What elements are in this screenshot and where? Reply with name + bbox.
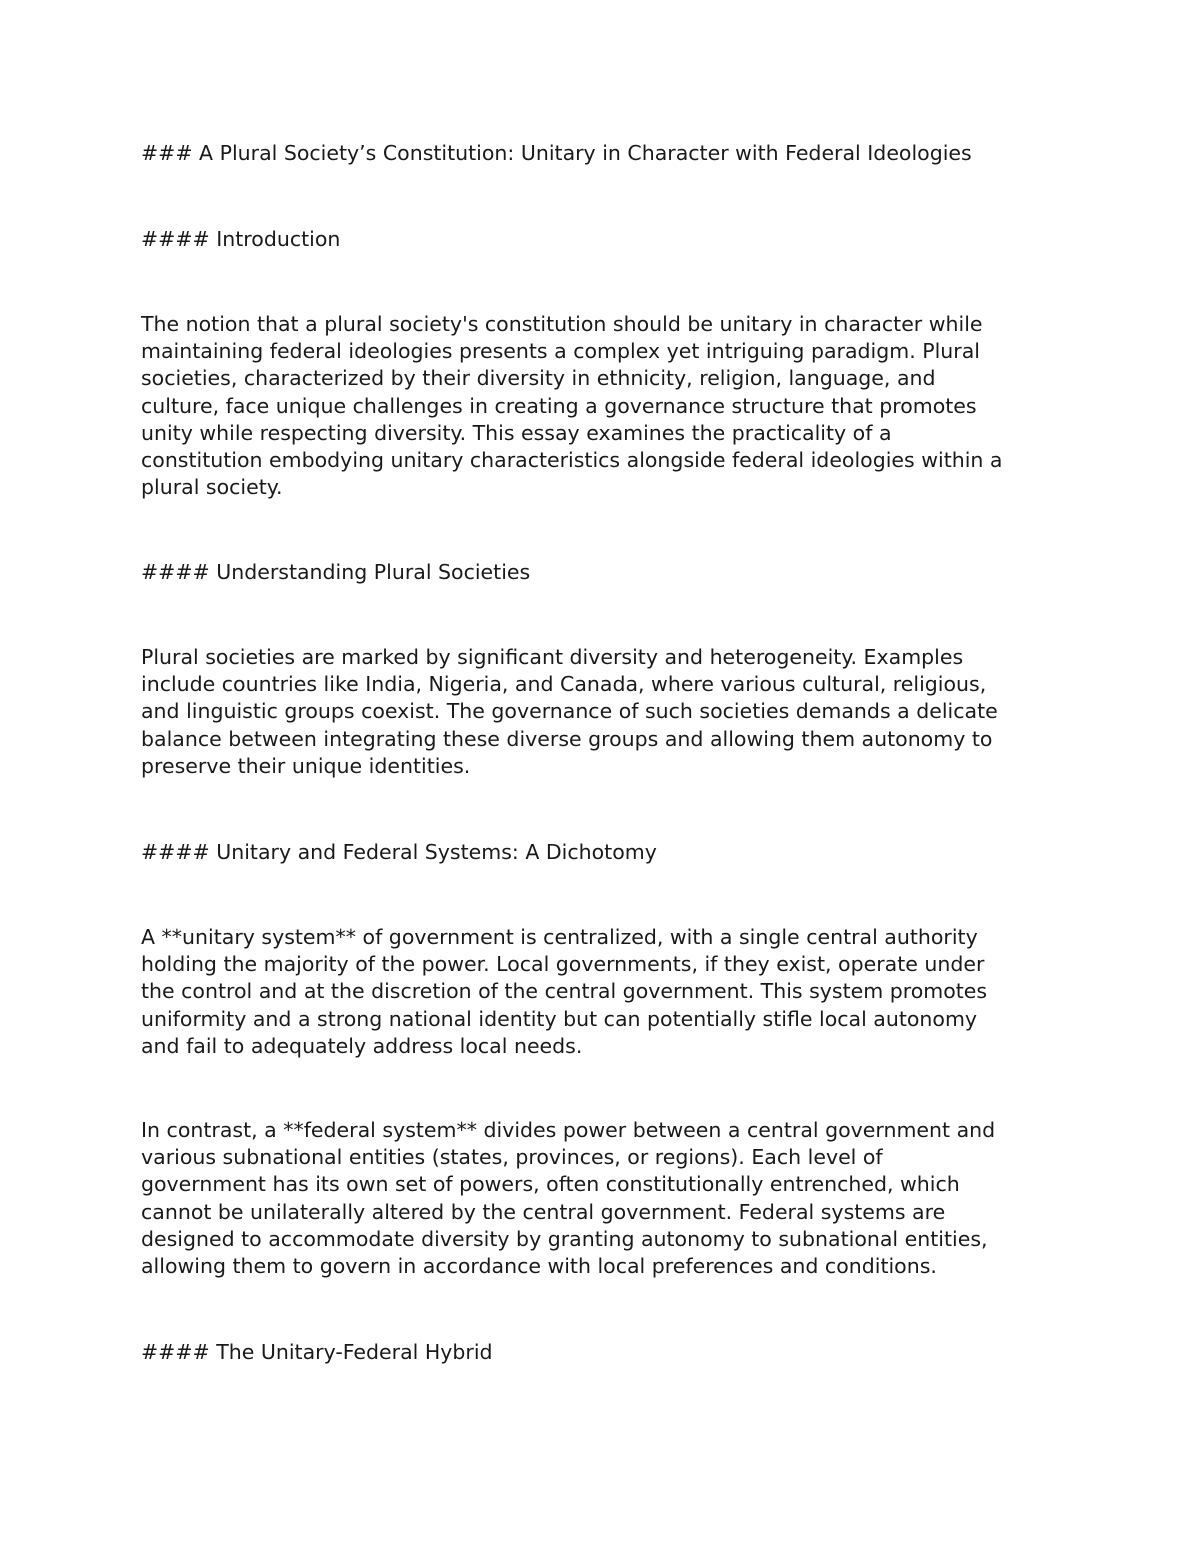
paragraph-line: allowing them to govern in accordance with local preferences and conditions. bbox=[141, 1254, 937, 1279]
heading-text: #### Unitary and Federal Systems: A Dichotomy bbox=[141, 840, 657, 864]
paragraph-introduction bbox=[141, 311, 1071, 501]
paragraph-line: constitution embodying unitary characteristics alongside federal ideologies within a bbox=[141, 448, 1003, 473]
heading-text: #### Understanding Plural Societies bbox=[141, 560, 531, 584]
paragraph-line: and fail to adequately address local needs. bbox=[141, 1033, 583, 1058]
section-heading-unitary-federal-hybrid bbox=[141, 1339, 1071, 1366]
paragraph-line: designed to accommodate diversity by granting autonomy to subnational entities, bbox=[141, 1226, 988, 1251]
paragraph-line: and linguistic groups coexist. The governance of such societies demands a delicate bbox=[141, 699, 998, 724]
paragraph-line: the control and at the discretion of the central government. This system promotes bbox=[141, 979, 988, 1004]
heading-text: #### The Unitary-Federal Hybrid bbox=[141, 1340, 493, 1364]
paragraph-line: various subnational entities (states, provinces, or regions). Each level of bbox=[141, 1145, 883, 1170]
paragraph-line: uniformity and a strong national identity but can potentially stifle local autonomy bbox=[141, 1006, 978, 1031]
paragraph-line: The notion that a plural society's constitution should be unitary in character while bbox=[141, 312, 983, 336]
section-heading-introduction bbox=[141, 226, 1071, 253]
paragraph-line: societies, characterized by their diversity in ethnicity, religion, language, and bbox=[141, 366, 936, 391]
paragraph-understanding-plural-societies bbox=[141, 644, 1071, 780]
paragraph-line: cannot be unilaterally altered by the central government. Federal systems are bbox=[141, 1199, 946, 1224]
section-heading-understanding-plural-societies bbox=[141, 559, 1071, 586]
title-text: ### A Plural Society’s Constitution: Unitary in Character with Federal Ideologies bbox=[141, 141, 972, 165]
paragraph-line: culture, face unique challenges in creating a governance structure that promotes bbox=[141, 393, 977, 418]
paragraph-line: preserve their unique identities. bbox=[141, 753, 471, 778]
paragraph-line: include countries like India, Nigeria, and Canada, where various cultural, religious, bbox=[141, 672, 987, 697]
paragraph-line: government has its own set of powers, often constitutionally entrenched, which bbox=[141, 1172, 960, 1197]
document-title bbox=[141, 140, 1071, 167]
paragraph-federal-system bbox=[141, 1117, 1071, 1280]
section-heading-unitary-and-federal-systems bbox=[141, 839, 1071, 866]
paragraph-line: Plural societies are marked by significant diversity and heterogeneity. Examples bbox=[141, 645, 964, 669]
paragraph-line: unity while respecting diversity. This essay examines the practicality of a bbox=[141, 420, 892, 445]
paragraph-unitary-system bbox=[141, 924, 1071, 1060]
paragraph-line: balance between integrating these diverse groups and allowing them autonomy to bbox=[141, 726, 993, 751]
paragraph-line: In contrast, a **federal system** divides power between a central government and bbox=[141, 1118, 996, 1142]
paragraph-line: A **unitary system** of government is centralized, with a single central authority bbox=[141, 925, 978, 949]
paragraph-line: plural society. bbox=[141, 475, 283, 500]
heading-text: #### Introduction bbox=[141, 227, 341, 251]
paragraph-line: maintaining federal ideologies presents a complex yet intriguing paradigm. Plural bbox=[141, 339, 980, 364]
paragraph-line: holding the majority of the power. Local governments, if they exist, operate under bbox=[141, 952, 985, 977]
